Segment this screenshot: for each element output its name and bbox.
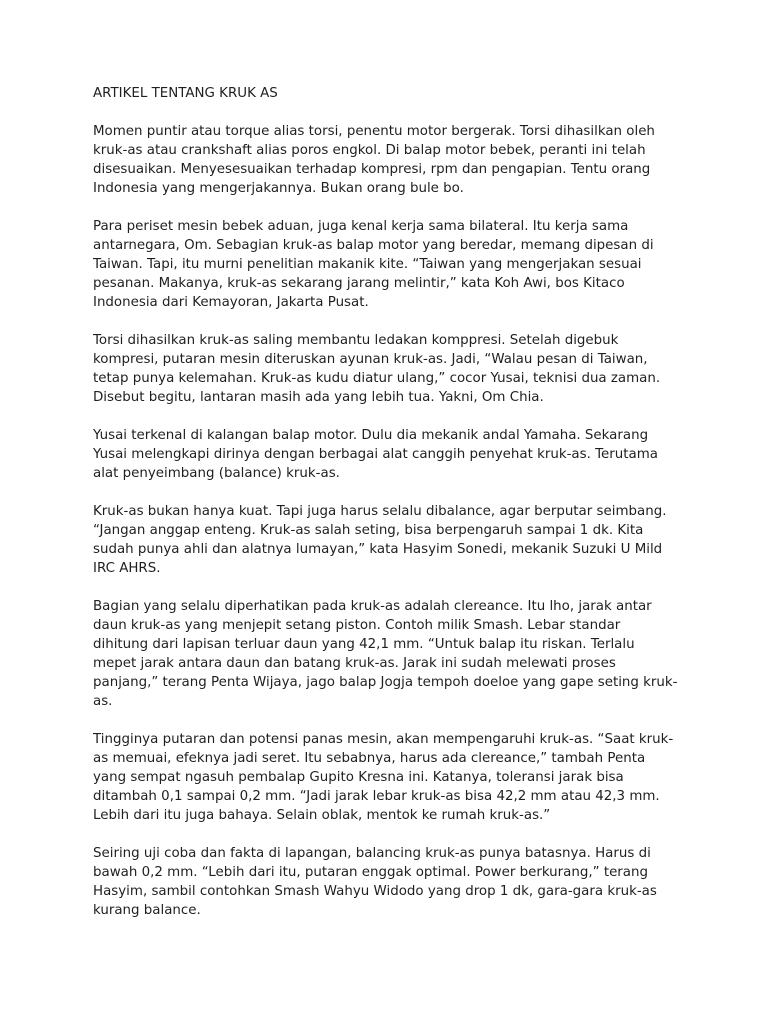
paragraph: Para periset mesin bebek aduan, juga kenal kerja sama bilateral. Itu kerja sama antarnegara, Om. Sebagian kruk-as balap motor yang beredar, memang dipesan di Taiwan. Tapi, itu murni penelitian makanik kite. “Taiwan yang mengerjakan sesuai pesanan. Makanya, kruk-as sekarang jarang melintir,” kata Koh Awi, bos Kitaco Indonesia dari Kemayoran, Jakarta Pusat. — [93, 219, 654, 310]
paragraph: Yusai terkenal di kalangan balap motor. Dulu dia mekanik andal Yamaha. Sekarang Yusai melengkapi dirinya dengan berbagai alat canggih penyehat kruk-as. Terutama alat penyeimbang (balance) kruk-as. — [93, 428, 658, 481]
document-page — [93, 84, 679, 939]
document-title: ARTIKEL TENTANG KRUK AS — [93, 86, 278, 101]
paragraph: Kruk-as bukan hanya kuat. Tapi juga harus selalu dibalance, agar berputar seimbang. “Jangan anggap enteng. Kruk-as salah seting, bisa berpengaruh sampai 1 dk. Kita sudah punya ahli dan alatnya lumayan,” kata Hasyim Sonedi, mekanik Suzuki U Mild IRC AHRS. — [93, 504, 667, 576]
paragraph: Bagian yang selalu diperhatikan pada kruk-as adalah clereance. Itu lho, jarak antar daun kruk-as yang menjepit setang piston. Contoh milik Smash. Lebar standar dihitung dari lapisan terluar daun yang 42,1 mm. “Untuk balap itu riskan. Terlalu mepet jarak antara daun dan batang kruk-as. Jarak ini sudah melewati proses panjang,” terang Penta Wijaya, jago balap Jogja tempoh doeloe yang gape seting kruk-as. — [93, 599, 678, 709]
paragraph: Tingginya putaran dan potensi panas mesin, akan mempengaruhi kruk-as. “Saat kruk-as memuai, efeknya jadi seret. Itu sebabnya, harus ada clereance,” tambah Penta yang sempat ngasuh pembalap Gupito Kresna ini. Katanya, toleransi jarak bisa ditambah 0,1 sampai 0,2 mm. “Jadi jarak lebar kruk-as bisa 42,2 mm atau 42,3 mm. Lebih dari itu juga bahaya. Selain oblak, mentok ke rumah kruk-as.” — [93, 732, 674, 823]
paragraph: Momen puntir atau torque alias torsi, penentu motor bergerak. Torsi dihasilkan oleh kruk-as atau crankshaft alias poros engkol. Di balap motor bebek, peranti ini telah disesuaikan. Menyesesuaikan terhadap kompresi, rpm dan pengapian. Tentu orang Indonesia yang mengerjakannya. Bukan orang bule bo. — [93, 124, 655, 196]
paragraph: Seiring uji coba dan fakta di lapangan, balancing kruk-as punya batasnya. Harus di bawah 0,2 mm. “Lebih dari itu, putaran enggak optimal. Power berkurang,” terang Hasyim, sambil contohkan Smash Wahyu Widodo yang drop 1 dk, gara-gara kruk-as kurang balance. — [93, 846, 657, 918]
paragraph: Torsi dihasilkan kruk-as saling membantu ledakan komppresi. Setelah digebuk kompresi, putaran mesin diteruskan ayunan kruk-as. Jadi, “Walau pesan di Taiwan, tetap punya kelemahan. Kruk-as kudu diatur ulang,” cocor Yusai, teknisi dua zaman. Disebut begitu, lantaran masih ada yang lebih tua. Yakni, Om Chia. — [93, 333, 661, 405]
